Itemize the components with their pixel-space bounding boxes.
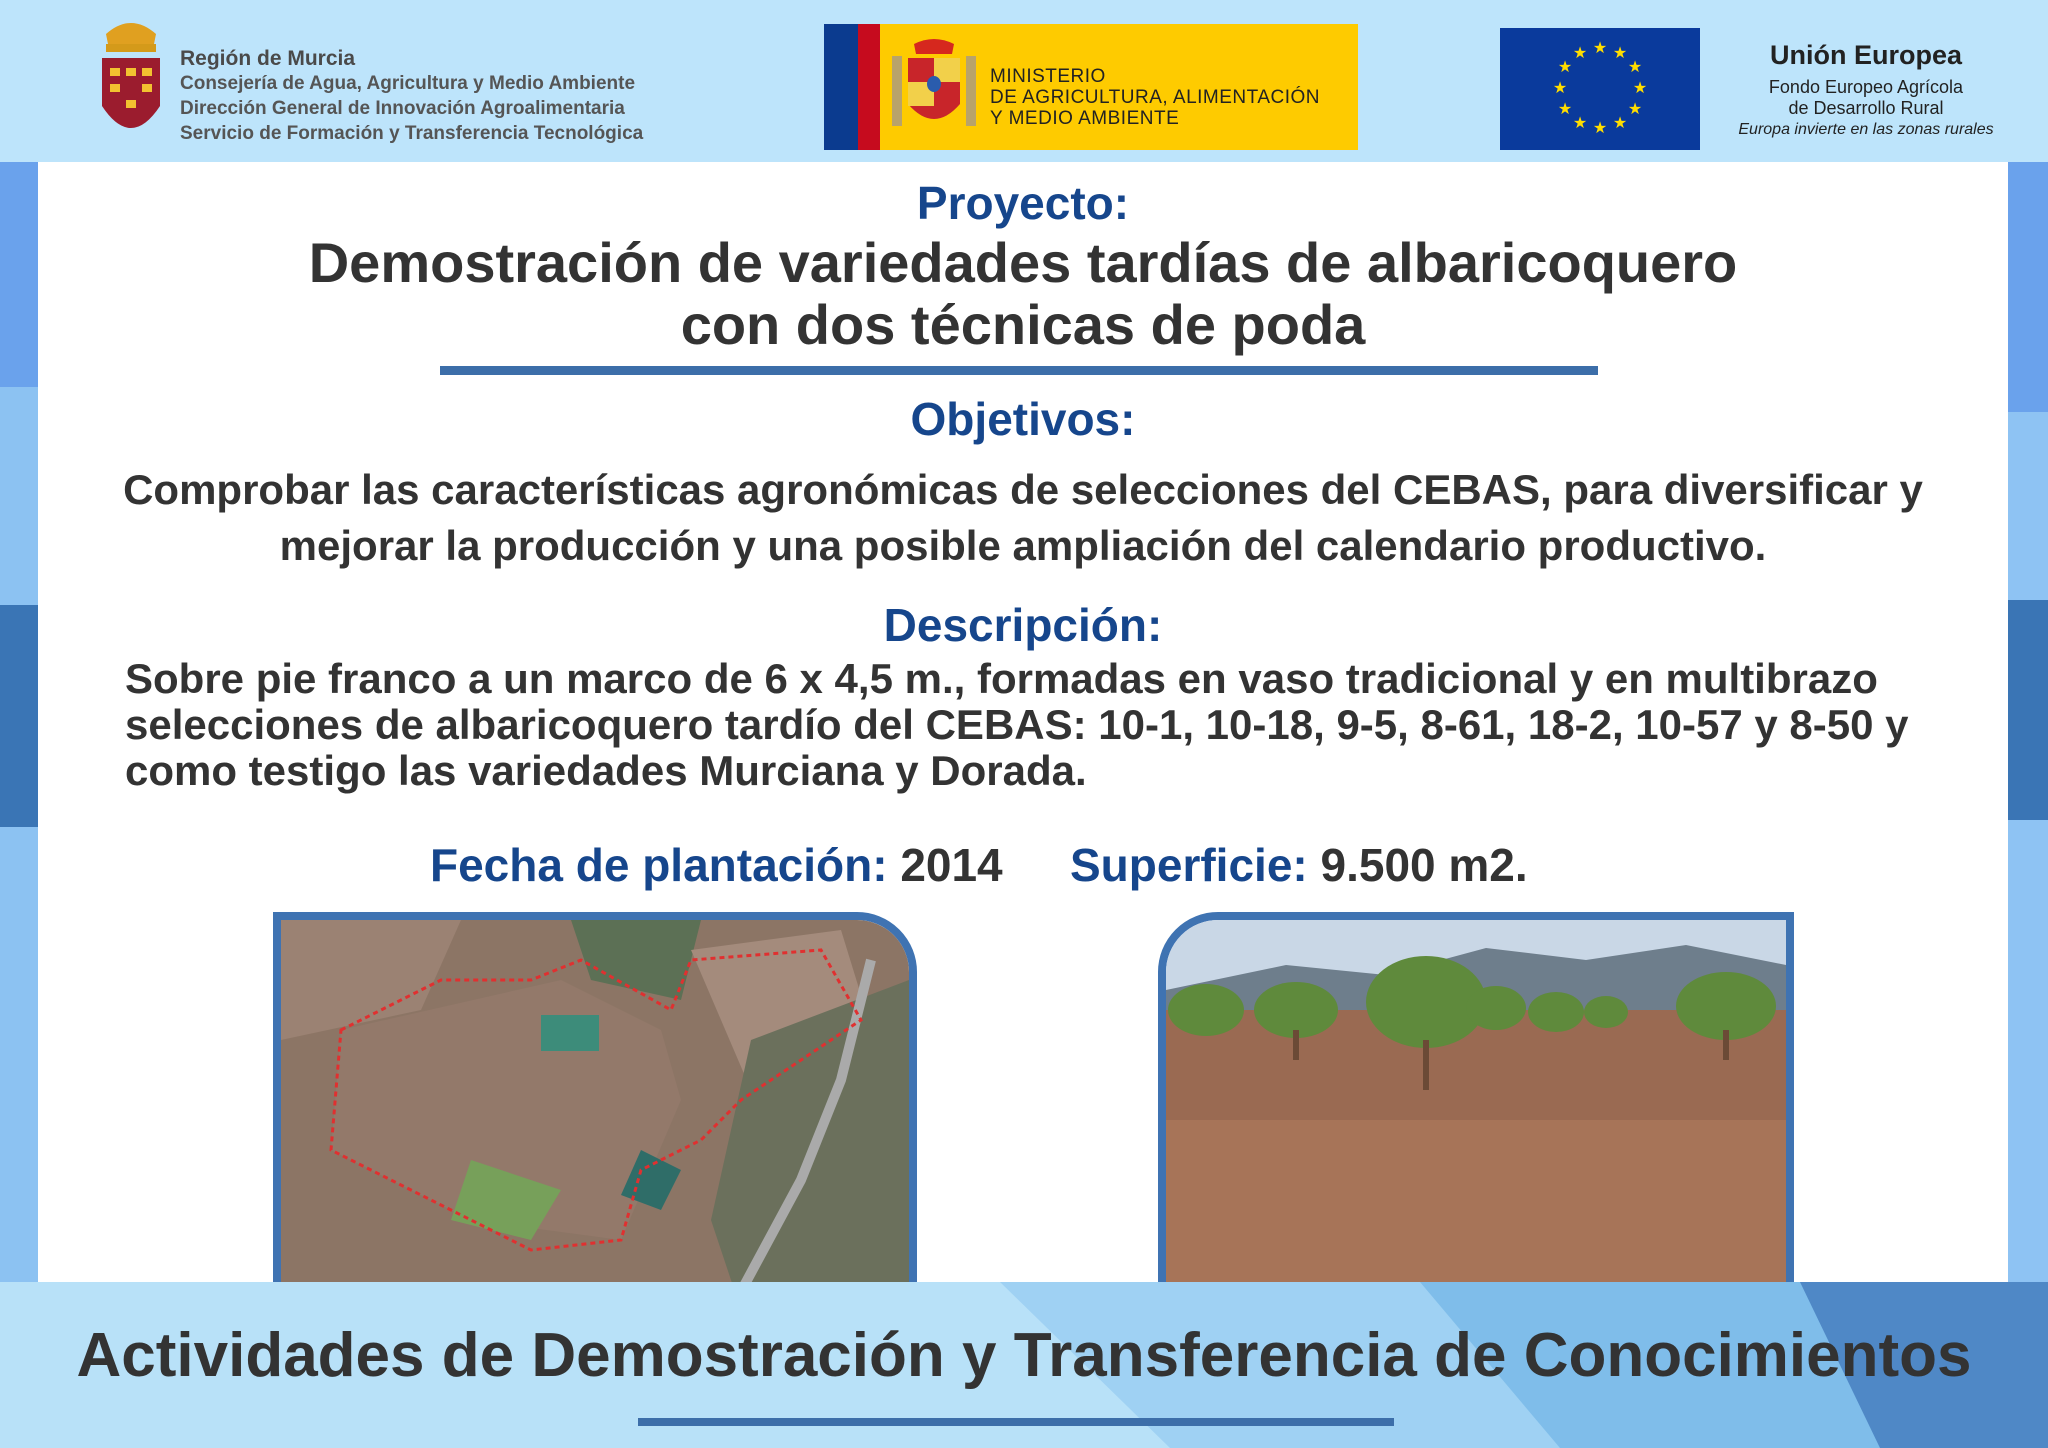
region-name: Región de Murcia xyxy=(180,47,356,70)
description-text xyxy=(125,656,1965,794)
consejeria-name: Consejería de Agua, Agricultura y Medio Ambiente xyxy=(180,73,636,94)
orchard-photo xyxy=(1158,912,1794,1318)
murcia-coat-of-arms-icon xyxy=(96,14,166,150)
apricot-orchard-image xyxy=(1166,920,1786,1310)
aerial-view-image xyxy=(281,920,909,1310)
eu-fund-line2: de Desarrollo Rural xyxy=(1788,98,1944,118)
ministry-line3: Y MEDIO AMBIENTE xyxy=(990,108,1180,129)
eu-text-block xyxy=(1716,40,2016,141)
right-side-block-mid xyxy=(2008,600,2048,820)
footer-divider xyxy=(638,1418,1394,1426)
title-divider xyxy=(440,366,1598,375)
project-title-line2: con dos técnicas de poda xyxy=(680,293,1366,356)
svg-text:★: ★ xyxy=(1632,80,1648,97)
svg-text:★: ★ xyxy=(1627,101,1643,118)
region-murcia-logo-block xyxy=(96,14,656,154)
description-heading: Descripción: xyxy=(883,599,1163,651)
left-side-block-mid xyxy=(0,605,42,827)
objectives-text xyxy=(38,462,2008,574)
project-title xyxy=(38,232,2008,356)
svg-text:★: ★ xyxy=(1572,45,1588,62)
svg-text:★: ★ xyxy=(1612,45,1628,62)
planting-date xyxy=(430,838,1003,892)
project-title-line1: Demostración de variedades tardías de albaricoquero xyxy=(308,231,1738,294)
svg-text:★: ★ xyxy=(1557,101,1573,118)
objectives-heading: Objetivos: xyxy=(910,393,1136,445)
objectives-line1: Comprobar las características agronómicas de selecciones del CEBAS, para diversificar y xyxy=(123,466,1923,513)
ministry-logo-block xyxy=(824,24,1358,150)
description-line2: selecciones de albaricoquero tardío del CEBAS: 10-1, 10-18, 9-5, 8-61, 18-2, 10-57 y 8-50 y xyxy=(125,701,1909,748)
eu-fund-line1: Fondo Europeo Agrícola xyxy=(1768,77,1964,97)
planting-date-label: Fecha de plantación: xyxy=(430,839,888,891)
aerial-map-photo xyxy=(273,912,917,1318)
eu-title: Unión Europea xyxy=(1769,40,1962,70)
footer-title: Actividades de Demostración y Transferencia de Conocimientos xyxy=(76,1321,1972,1390)
svg-text:★: ★ xyxy=(1592,40,1608,57)
servicio-name: Servicio de Formación y Transferencia Tecnológica xyxy=(180,123,644,144)
project-heading: Proyecto: xyxy=(916,177,1130,229)
ministry-line1: MINISTERIO xyxy=(990,66,1106,87)
left-side-block-top xyxy=(0,162,38,387)
description-line1: Sobre pie franco a un marco de 6 x 4,5 m., formadas en vaso tradicional y en multibrazo xyxy=(125,655,1878,702)
ministry-text xyxy=(990,66,1320,129)
svg-text:★: ★ xyxy=(1592,120,1608,137)
murcia-text xyxy=(180,46,643,146)
svg-text:★: ★ xyxy=(1572,115,1588,132)
objectives-line2: mejorar la producción y una posible ampliación del calendario productivo. xyxy=(279,522,1767,569)
surface-label: Superficie: xyxy=(1070,839,1308,891)
surface-area xyxy=(1070,838,1528,892)
svg-text:★: ★ xyxy=(1612,115,1628,132)
spain-coat-of-arms-icon xyxy=(884,34,984,140)
eu-flag-icon xyxy=(1500,28,1700,150)
surface-value: 9.500 m2. xyxy=(1320,839,1528,891)
svg-text:★: ★ xyxy=(1557,59,1573,76)
svg-text:★: ★ xyxy=(1552,80,1568,97)
eu-stripe xyxy=(824,24,858,150)
svg-text:★: ★ xyxy=(1627,59,1643,76)
right-side-block-top xyxy=(2008,162,2048,412)
planting-date-value: 2014 xyxy=(900,839,1003,891)
direccion-name: Dirección General de Innovación Agroalimentaria xyxy=(180,98,625,119)
eu-motto: Europa invierte en las zonas rurales xyxy=(1738,121,1994,138)
spain-flag-stripe xyxy=(858,24,880,150)
eu-stars-icon xyxy=(1500,28,1700,150)
description-line3: como testigo las variedades Murciana y Dorada. xyxy=(125,747,1087,794)
ministry-line2: DE AGRICULTURA, ALIMENTACIÓN xyxy=(990,87,1321,108)
